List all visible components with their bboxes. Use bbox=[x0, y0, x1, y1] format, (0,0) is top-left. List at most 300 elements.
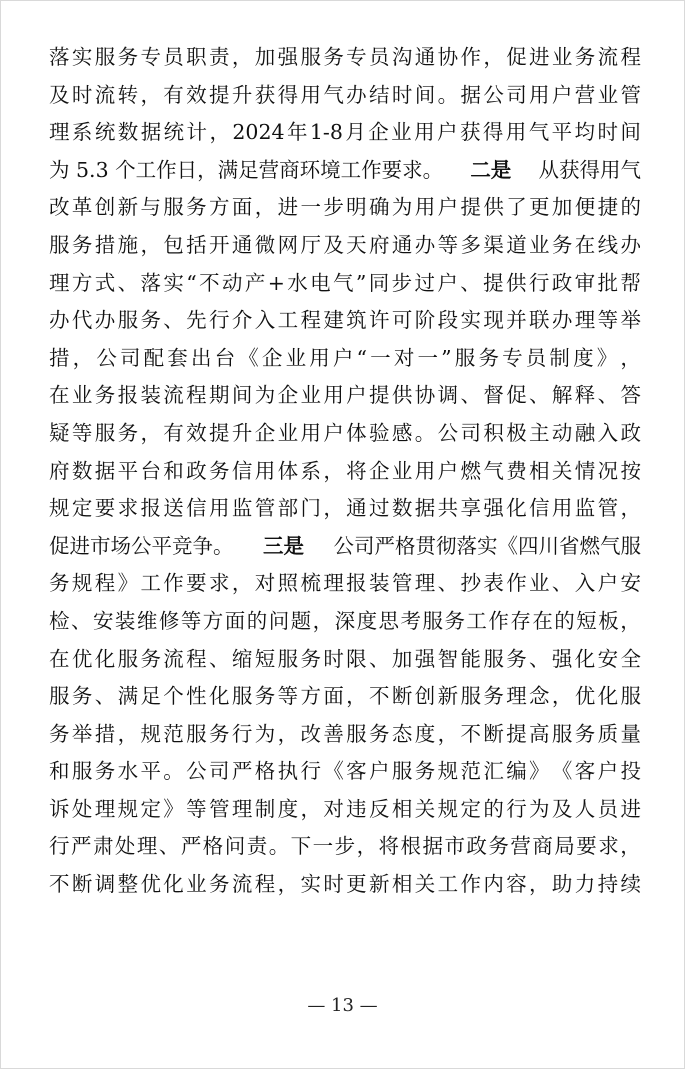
glyph: 务 bbox=[574, 721, 596, 746]
glyph: 度 bbox=[414, 721, 436, 746]
glyph: 、 bbox=[70, 608, 92, 633]
glyph: 满 bbox=[117, 684, 139, 709]
glyph: 用 bbox=[551, 496, 573, 521]
glyph: 步 bbox=[391, 270, 413, 295]
glyph: 专 bbox=[346, 45, 367, 69]
glyph: 服 bbox=[94, 45, 116, 69]
glyph: 将 bbox=[378, 834, 400, 859]
glyph: 、 bbox=[597, 383, 619, 408]
glyph: 数 bbox=[117, 120, 139, 145]
glyph: 段 bbox=[437, 308, 459, 333]
glyph: 责 bbox=[209, 45, 230, 69]
glyph: 容 bbox=[506, 872, 527, 897]
glyph: 不 bbox=[369, 684, 390, 709]
text-line bbox=[49, 189, 641, 227]
glyph: 转 bbox=[117, 82, 139, 107]
glyph: ， bbox=[254, 195, 276, 220]
glyph: 企 bbox=[261, 345, 283, 370]
glyph: 步 bbox=[334, 834, 356, 859]
glyph: 享 bbox=[460, 496, 481, 521]
glyph: 管 bbox=[254, 496, 276, 521]
glyph: 务 bbox=[444, 608, 465, 633]
glyph: 产 bbox=[244, 270, 266, 295]
glyph: 念 bbox=[529, 684, 550, 709]
glyph: 服 bbox=[460, 684, 481, 709]
glyph: 为 bbox=[391, 195, 413, 220]
glyph: ， bbox=[209, 120, 230, 145]
glyph: 据 bbox=[414, 496, 436, 521]
glyph: 数 bbox=[391, 496, 413, 521]
glyph: ， bbox=[346, 684, 367, 709]
glyph: 厅 bbox=[300, 232, 321, 257]
glyph: 定 bbox=[140, 796, 161, 821]
glyph: 题 bbox=[290, 608, 312, 633]
emphasis-third: 三是 bbox=[263, 533, 304, 558]
glyph: 营 bbox=[510, 834, 531, 859]
glyph: 管 bbox=[209, 796, 230, 821]
glyph: 实 bbox=[300, 872, 321, 897]
glyph: 内 bbox=[483, 872, 504, 897]
glyph: 配 bbox=[143, 345, 165, 370]
glyph: 调 bbox=[437, 383, 459, 408]
glyph: 平 bbox=[551, 120, 573, 145]
text-line bbox=[49, 77, 641, 115]
glyph: ， bbox=[620, 834, 641, 859]
glyph: 诉 bbox=[49, 796, 70, 821]
glyph: 务 bbox=[71, 232, 93, 257]
glyph: 度 bbox=[277, 796, 299, 821]
glyph: 》 bbox=[163, 796, 184, 821]
glyph: 通 bbox=[231, 232, 253, 257]
glyph: 作 bbox=[506, 571, 527, 596]
glyph: 更 bbox=[529, 195, 550, 220]
glyph: 服 bbox=[300, 45, 321, 69]
glyph: 将 bbox=[346, 458, 367, 483]
glyph: 更 bbox=[346, 872, 367, 897]
text-line-with-emphasis bbox=[49, 152, 641, 190]
glyph: 水 bbox=[117, 759, 139, 784]
glyph: 等 bbox=[186, 796, 207, 821]
glyph: 户 bbox=[597, 759, 619, 784]
glyph: ， bbox=[140, 420, 161, 445]
glyph: 户 bbox=[437, 195, 459, 220]
glyph: 务 bbox=[94, 759, 116, 784]
glyph: 业 bbox=[277, 420, 299, 445]
text-line bbox=[49, 678, 641, 716]
glyph: 新 bbox=[369, 872, 390, 897]
glyph: 步 bbox=[323, 195, 344, 220]
glyph: 业 bbox=[285, 345, 307, 370]
glyph: 计 bbox=[186, 120, 208, 145]
glyph: 行 bbox=[209, 308, 230, 333]
glyph: 监 bbox=[231, 496, 253, 521]
glyph: 得 bbox=[482, 120, 504, 145]
glyph: 政 bbox=[620, 420, 641, 445]
glyph: 新 bbox=[437, 684, 459, 709]
glyph: 气 bbox=[333, 270, 354, 295]
glyph: 融 bbox=[574, 420, 596, 445]
glyph: 维 bbox=[136, 608, 158, 633]
glyph: 为 bbox=[254, 383, 276, 408]
glyph: 验 bbox=[369, 420, 390, 445]
glyph: ， bbox=[312, 608, 334, 633]
glyph: 业 bbox=[551, 45, 573, 69]
glyph: 业 bbox=[529, 232, 550, 257]
text-line bbox=[49, 265, 641, 303]
glyph: 及 bbox=[551, 796, 573, 821]
glyph: 。 bbox=[437, 82, 459, 107]
glyph: 提 bbox=[506, 721, 527, 746]
glyph: 同 bbox=[368, 270, 390, 295]
glyph: 、 bbox=[529, 646, 550, 671]
glyph: 司 bbox=[209, 759, 230, 784]
glyph: 要 bbox=[94, 496, 116, 521]
glyph: 用 bbox=[414, 458, 436, 483]
glyph: 不 bbox=[199, 270, 220, 295]
glyph: 汇 bbox=[483, 759, 504, 784]
glyph: 时 bbox=[597, 120, 618, 145]
glyph: 得 bbox=[277, 82, 299, 107]
glyph: 制 bbox=[549, 345, 570, 370]
glyph: 管 bbox=[620, 82, 641, 107]
glyph: 作 bbox=[488, 608, 509, 633]
glyph: 有 bbox=[163, 420, 184, 445]
glyph: 范 bbox=[460, 759, 481, 784]
glyph: 严 bbox=[180, 834, 202, 859]
glyph: 平 bbox=[117, 458, 139, 483]
glyph: 数 bbox=[71, 458, 93, 483]
glyph: 服 bbox=[391, 759, 413, 784]
glyph: 表 bbox=[483, 571, 504, 596]
glyph: 、 bbox=[437, 571, 459, 596]
glyph: 理 bbox=[49, 120, 70, 145]
glyph: 均 bbox=[574, 120, 596, 145]
glyph: 信 bbox=[529, 496, 550, 521]
glyph: 务 bbox=[254, 684, 276, 709]
glyph: 措 bbox=[49, 345, 70, 370]
glyph: 装 bbox=[369, 571, 390, 596]
glyph: 入 bbox=[254, 308, 276, 333]
glyph: ， bbox=[277, 721, 299, 746]
glyph: 。 bbox=[268, 834, 290, 859]
glyph: 提 bbox=[369, 383, 390, 408]
glyph: 理 bbox=[94, 796, 116, 821]
glyph: 行 bbox=[506, 796, 527, 821]
glyph: 创 bbox=[94, 195, 116, 220]
glyph: 善 bbox=[323, 721, 344, 746]
glyph: 《 bbox=[238, 345, 259, 370]
glyph: 用 bbox=[209, 496, 230, 521]
glyph: 升 bbox=[231, 82, 253, 107]
glyph: 》 bbox=[529, 759, 550, 784]
glyph: 极 bbox=[506, 420, 527, 445]
glyph: 装 bbox=[114, 608, 136, 633]
glyph: 天 bbox=[346, 232, 367, 257]
glyph: 客 bbox=[574, 759, 596, 784]
glyph: 、 bbox=[529, 383, 550, 408]
text-segment: 公司严格贯彻落实《四川省燃气服 bbox=[333, 533, 641, 558]
glyph: 营 bbox=[574, 82, 596, 107]
glyph: 公 bbox=[483, 82, 504, 107]
glyph: 协 bbox=[437, 45, 459, 69]
body-text bbox=[49, 39, 641, 904]
glyph: 》 bbox=[117, 571, 139, 596]
glyph: + bbox=[267, 270, 285, 295]
glyph: 方 bbox=[300, 684, 321, 709]
glyph: 举 bbox=[71, 721, 93, 746]
glyph: 断 bbox=[71, 872, 93, 897]
glyph: 关 bbox=[414, 872, 436, 897]
glyph: 流 bbox=[94, 82, 116, 107]
glyph: 据 bbox=[460, 82, 481, 107]
glyph: 流 bbox=[163, 383, 184, 408]
glyph: 为 bbox=[254, 721, 276, 746]
glyph: 板 bbox=[598, 608, 619, 633]
glyph: 反 bbox=[369, 796, 390, 821]
glyph: ， bbox=[620, 496, 641, 521]
glyph: 程 bbox=[620, 45, 641, 69]
glyph: 考 bbox=[400, 608, 421, 633]
glyph: 一 bbox=[300, 195, 321, 220]
glyph: ， bbox=[140, 82, 161, 107]
glyph: 方 bbox=[202, 608, 224, 633]
glyph: 服 bbox=[49, 684, 70, 709]
glyph: 户 bbox=[597, 571, 619, 596]
emphasis-second: 二是 bbox=[470, 157, 512, 182]
glyph: 业 bbox=[529, 571, 550, 596]
glyph: 答 bbox=[620, 383, 641, 408]
glyph: 督 bbox=[483, 383, 504, 408]
glyph: 续 bbox=[620, 872, 641, 897]
glyph: 安 bbox=[92, 608, 114, 633]
glyph: 用 bbox=[505, 120, 527, 145]
glyph: 先 bbox=[186, 308, 207, 333]
glyph: 代 bbox=[71, 308, 93, 333]
glyph: 措 bbox=[94, 721, 116, 746]
glyph: 捷 bbox=[597, 195, 619, 220]
glyph: 按 bbox=[620, 458, 641, 483]
glyph: 的 bbox=[483, 796, 504, 821]
glyph: 。 bbox=[414, 420, 436, 445]
glyph: 升 bbox=[231, 420, 253, 445]
glyph: 公 bbox=[437, 420, 459, 445]
glyph: 送 bbox=[163, 496, 184, 521]
glyph: 协 bbox=[414, 383, 436, 408]
glyph: 、 bbox=[551, 571, 573, 596]
glyph: 服 bbox=[49, 232, 70, 257]
glyph: 务 bbox=[209, 458, 230, 483]
glyph: 强 bbox=[414, 646, 436, 671]
glyph: 不 bbox=[460, 721, 481, 746]
glyph: 户 bbox=[323, 420, 344, 445]
glyph: 质 bbox=[597, 721, 619, 746]
text-line bbox=[49, 791, 641, 829]
glyph: 规 bbox=[49, 496, 70, 521]
glyph: 网 bbox=[277, 232, 299, 257]
glyph: 务 bbox=[49, 721, 70, 746]
glyph: 主 bbox=[529, 420, 550, 445]
glyph: 月 bbox=[345, 120, 366, 145]
glyph: 许 bbox=[369, 308, 390, 333]
glyph: 明 bbox=[346, 195, 367, 220]
glyph: 业 bbox=[71, 383, 93, 408]
glyph: 效 bbox=[186, 420, 207, 445]
glyph: ， bbox=[277, 872, 299, 897]
glyph: 监 bbox=[574, 496, 596, 521]
glyph: 员 bbox=[597, 796, 619, 821]
glyph: 违 bbox=[346, 796, 367, 821]
glyph: 括 bbox=[186, 232, 207, 257]
glyph: 强 bbox=[277, 45, 299, 69]
glyph: 确 bbox=[369, 195, 390, 220]
glyph: 局 bbox=[554, 834, 575, 859]
text-line-with-emphasis bbox=[49, 528, 641, 566]
glyph: 套 bbox=[167, 345, 188, 370]
glyph: 理 bbox=[506, 684, 527, 709]
glyph: 用 bbox=[529, 82, 550, 107]
glyph: 公 bbox=[186, 759, 207, 784]
glyph: 况 bbox=[597, 458, 619, 483]
glyph: 问 bbox=[224, 834, 246, 859]
glyph: 户 bbox=[346, 383, 367, 408]
glyph: 强 bbox=[551, 646, 573, 671]
glyph: 专 bbox=[140, 45, 161, 69]
glyph: 实 bbox=[71, 45, 93, 69]
glyph: 务 bbox=[574, 45, 596, 69]
glyph: 求 bbox=[598, 834, 619, 859]
glyph: 通 bbox=[414, 45, 436, 69]
glyph: 统 bbox=[163, 120, 185, 145]
glyph: 过 bbox=[414, 270, 436, 295]
glyph: 等 bbox=[180, 608, 202, 633]
glyph: 提 bbox=[209, 82, 230, 107]
glyph: 多 bbox=[460, 232, 481, 257]
glyph: 释 bbox=[574, 383, 596, 408]
glyph: 一 bbox=[370, 345, 391, 370]
glyph: 部 bbox=[277, 496, 299, 521]
glyph: 思 bbox=[378, 608, 400, 633]
glyph: 行 bbox=[231, 721, 253, 746]
text-line bbox=[49, 453, 641, 491]
glyph: 程 bbox=[254, 872, 276, 897]
glyph: 规 bbox=[140, 721, 161, 746]
glyph: 行 bbox=[49, 834, 70, 859]
glyph: 台 bbox=[214, 345, 236, 370]
glyph: 规 bbox=[437, 759, 459, 784]
glyph: 司 bbox=[460, 420, 481, 445]
glyph: 要 bbox=[186, 571, 207, 596]
glyph: 、 bbox=[209, 646, 230, 671]
glyph: 台 bbox=[140, 458, 161, 483]
glyph: 气 bbox=[528, 120, 550, 145]
glyph: 开 bbox=[209, 232, 230, 257]
glyph: 优 bbox=[71, 646, 93, 671]
glyph: ， bbox=[529, 872, 550, 897]
glyph: 联 bbox=[529, 308, 550, 333]
glyph: 间 bbox=[620, 120, 641, 145]
glyph: 对 bbox=[323, 796, 344, 821]
glyph: 管 bbox=[391, 571, 413, 596]
glyph: 体 bbox=[346, 420, 367, 445]
glyph: 服 bbox=[551, 721, 573, 746]
glyph: 专 bbox=[502, 345, 523, 370]
glyph: 行 bbox=[300, 759, 321, 784]
glyph: 式 bbox=[94, 270, 116, 295]
glyph: 肃 bbox=[92, 834, 114, 859]
glyph: 服 bbox=[620, 684, 641, 709]
text-line bbox=[49, 39, 641, 77]
glyph: 责 bbox=[246, 834, 268, 859]
glyph: 用 bbox=[323, 383, 344, 408]
glyph: 面 bbox=[231, 195, 253, 220]
glyph: 面 bbox=[224, 608, 246, 633]
glyph: 量 bbox=[620, 721, 641, 746]
glyph: ， bbox=[483, 45, 504, 69]
glyph: 程 bbox=[186, 646, 207, 671]
glyph: 企 bbox=[254, 420, 276, 445]
glyph: 了 bbox=[506, 195, 527, 220]
glyph: 府 bbox=[369, 232, 390, 257]
glyph: ， bbox=[323, 496, 344, 521]
glyph: 服 bbox=[71, 759, 93, 784]
glyph: ， bbox=[72, 345, 94, 370]
glyph: 断 bbox=[391, 684, 413, 709]
glyph: 关 bbox=[551, 458, 573, 483]
glyph: 一 bbox=[417, 345, 438, 370]
glyph: 办 bbox=[414, 232, 436, 257]
glyph: 实 bbox=[163, 270, 184, 295]
text-segment: 从获得用气 bbox=[538, 157, 641, 182]
glyph: 过 bbox=[369, 496, 390, 521]
glyph: 的 bbox=[554, 608, 575, 633]
glyph: 深 bbox=[334, 608, 356, 633]
glyph: 化 bbox=[94, 646, 116, 671]
glyph: 用 bbox=[254, 458, 276, 483]
glyph: 入 bbox=[597, 420, 619, 445]
glyph: 在 bbox=[574, 232, 596, 257]
glyph: 户 bbox=[369, 759, 390, 784]
glyph: 服 bbox=[186, 721, 207, 746]
glyph: 为 bbox=[529, 796, 550, 821]
glyph: 积 bbox=[483, 420, 504, 445]
glyph: 办 bbox=[620, 232, 641, 257]
glyph: 市 bbox=[444, 834, 465, 859]
glyph: 服 bbox=[94, 420, 116, 445]
glyph: 工 bbox=[140, 571, 161, 596]
glyph: 务 bbox=[506, 646, 527, 671]
glyph: 《 bbox=[323, 759, 344, 784]
glyph: 费 bbox=[506, 458, 527, 483]
glyph: 格 bbox=[254, 759, 276, 784]
glyph: 关 bbox=[414, 796, 436, 821]
glyph: 检 bbox=[49, 608, 70, 633]
glyph: 安 bbox=[597, 646, 619, 671]
glyph: 改 bbox=[300, 721, 321, 746]
glyph: 在 bbox=[49, 383, 70, 408]
glyph: 信 bbox=[186, 496, 207, 521]
glyph: 等 bbox=[437, 232, 459, 257]
glyph: 时 bbox=[391, 82, 413, 107]
glyph: 程 bbox=[186, 383, 207, 408]
glyph: 相 bbox=[391, 872, 413, 897]
glyph: 报 bbox=[117, 383, 139, 408]
glyph: ， bbox=[231, 45, 253, 69]
glyph: 出 bbox=[190, 345, 212, 370]
glyph: 等 bbox=[71, 420, 93, 445]
glyph: 沟 bbox=[391, 45, 413, 69]
glyph: 对 bbox=[254, 571, 276, 596]
glyph: 工 bbox=[437, 872, 459, 897]
